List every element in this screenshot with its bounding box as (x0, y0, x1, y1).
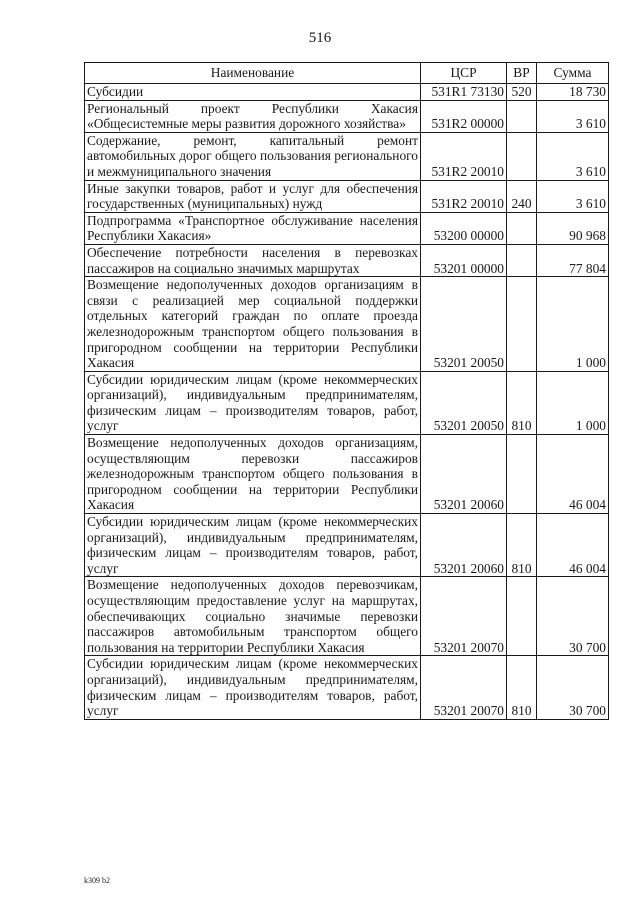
row-name: Иные закупки товаров, работ и услуг для обеспечения государственных (муниципальных) нужд (85, 180, 421, 212)
table-row (85, 244, 609, 276)
table-row (85, 277, 609, 372)
row-csr: 53200 00000 (421, 212, 507, 244)
table-row (85, 100, 609, 132)
row-csr: 531R2 20010 (421, 132, 507, 180)
row-sum: 30 700 (537, 577, 609, 656)
page-number: 516 (308, 30, 332, 46)
row-name: Возмещение недополученных доходов организациям в связи с реализацией мер социальной поддержки отдельных категорий граждан по оплате проезда железнодорожным транспортом общего пользования в пригородном сообщении на территории Республики Хакасия (85, 277, 421, 372)
table-row (85, 656, 609, 719)
row-sum: 90 968 (537, 212, 609, 244)
footer-code: k309 b2 (84, 876, 110, 885)
row-sum: 1 000 (537, 277, 609, 372)
row-name: Обеспечение потребности населения в перевозках пассажиров на социально значимых маршрутах (85, 244, 421, 276)
table-row (85, 371, 609, 434)
row-csr: 53201 20060 (421, 514, 507, 577)
row-name: Субсидии (85, 84, 421, 101)
row-csr: 531R1 73130 (421, 84, 507, 101)
table-row (85, 212, 609, 244)
row-name: Содержание, ремонт, капитальный ремонт автомобильных дорог общего пользования регионального и межмуниципального значения (85, 132, 421, 180)
header-vr: ВР (507, 63, 537, 84)
table-header-row (85, 63, 609, 84)
row-name: Подпрограмма «Транспортное обслуживание населения Республики Хакасия» (85, 212, 421, 244)
row-csr: 53201 20050 (421, 371, 507, 434)
row-csr: 53201 20070 (421, 656, 507, 719)
row-name: Субсидии юридическим лицам (кроме некоммерческих организаций), индивидуальным предпринимателям, физическим лицам – производителям товаров, работ, услуг (85, 514, 421, 577)
table-body (85, 84, 609, 720)
row-sum: 3 610 (537, 132, 609, 180)
row-vr: 520 (507, 84, 537, 101)
table-row (85, 132, 609, 180)
row-name: Субсидии юридическим лицам (кроме некоммерческих организаций), индивидуальным предпринимателям, физическим лицам – производителям товаров, работ, услуг (85, 371, 421, 434)
row-sum: 30 700 (537, 656, 609, 719)
row-name: Возмещение недополученных доходов организациям, осуществляющим перевозки пассажиров железнодорожным транспортом общего пользования в пригородном сообщении на территории Республики Хакасия (85, 435, 421, 514)
row-name: Возмещение недополученных доходов перевозчикам, осуществляющим предоставление услуг на маршрутах, обеспечивающих социально значимые перевозки пассажиров автомобильным транспортом общего пользования на территории Республики Хакасия (85, 577, 421, 656)
table-row (85, 180, 609, 212)
row-csr: 531R2 00000 (421, 100, 507, 132)
row-vr: 810 (507, 514, 537, 577)
row-vr (507, 212, 537, 244)
header-name: Наименование (85, 63, 421, 84)
row-vr (507, 577, 537, 656)
row-sum: 77 804 (537, 244, 609, 276)
row-vr (507, 244, 537, 276)
row-vr (507, 277, 537, 372)
table-row (85, 435, 609, 514)
row-sum: 3 610 (537, 100, 609, 132)
row-csr: 531R2 20010 (421, 180, 507, 212)
row-name: Региональный проект Республики Хакасия «Общесистемные меры развития дорожного хозяйства» (85, 100, 421, 132)
row-csr: 53201 20060 (421, 435, 507, 514)
table-row (85, 577, 609, 656)
budget-table (84, 62, 609, 720)
row-sum: 18 730 (537, 84, 609, 101)
row-vr: 240 (507, 180, 537, 212)
row-csr: 53201 20050 (421, 277, 507, 372)
row-vr: 810 (507, 656, 537, 719)
row-vr (507, 132, 537, 180)
header-sum: Сумма (537, 63, 609, 84)
row-vr (507, 435, 537, 514)
row-sum: 3 610 (537, 180, 609, 212)
row-csr: 53201 20070 (421, 577, 507, 656)
table-row (85, 84, 609, 101)
header-csr: ЦСР (421, 63, 507, 84)
row-sum: 46 004 (537, 435, 609, 514)
row-name: Субсидии юридическим лицам (кроме некоммерческих организаций), индивидуальным предпринимателям, физическим лицам – производителям товаров, работ, услуг (85, 656, 421, 719)
table-row (85, 514, 609, 577)
row-sum: 1 000 (537, 371, 609, 434)
row-sum: 46 004 (537, 514, 609, 577)
row-vr (507, 100, 537, 132)
row-csr: 53201 00000 (421, 244, 507, 276)
row-vr: 810 (507, 371, 537, 434)
